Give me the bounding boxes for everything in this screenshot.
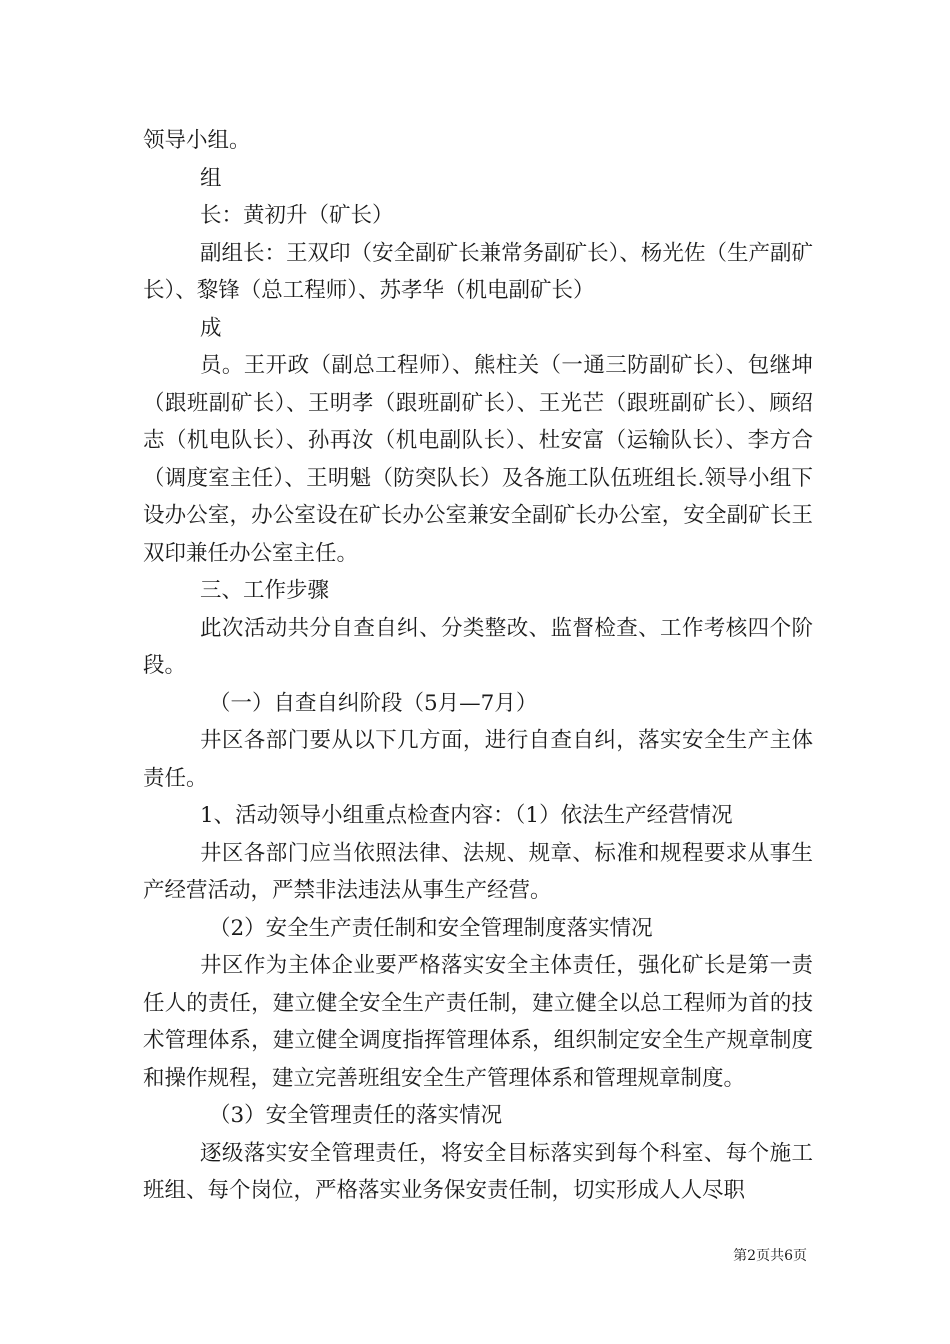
paragraph: 此次活动共分自查自纠、分类整改、监督检查、工作考核四个阶段。 — [143, 615, 813, 678]
paragraph: 长：黄初升（矿长） — [200, 203, 394, 228]
paragraph: 逐级落实安全管理责任，将安全目标落实到每个科室、每个施工班组、每个岗位，严格落实业务保安责任制，切实形成人人尽职 — [143, 1140, 813, 1203]
subsection-heading: （3）安全管理责任的落实情况 — [209, 1103, 503, 1128]
paragraph: 组 — [200, 165, 222, 191]
document-body — [143, 122, 813, 1210]
page-number-footer: 第2页共6页 — [733, 1248, 807, 1264]
paragraph: 员。王开政（副总工程师）、熊柱关（一通三防副矿长）、包继坤（跟班副矿长）、王明孝（跟班副矿长）、王光芒（跟班副矿长）、顾绍志（机电队长）、孙再汝（机电副队长）、杜安富（运输队长）、李方合（调度室主任）、王明魁（防突队长）及各施工队伍班组长.领导小组下设办公室，办公室设在矿长办公室兼安全副矿长办公室，安全副矿长王双印兼任办公室主任。 — [143, 353, 813, 566]
paragraph: 成 — [200, 315, 222, 341]
paragraph: 1、活动领导小组重点检查内容：（1）依法生产经营情况 — [200, 803, 733, 828]
paragraph: 副组长：王双印（安全副矿长兼常务副矿长）、杨光佐（生产副矿长）、黎锋（总工程师）、苏孝华（机电副矿长） — [143, 240, 813, 303]
paragraph: 井区各部门要从以下几方面，进行自查自纠，落实安全生产主体责任。 — [143, 728, 813, 791]
section-heading: 三、工作步骤 — [200, 578, 330, 603]
subsection-heading: （一）自查自纠阶段（5月—7月） — [209, 690, 538, 716]
paragraph: 井区作为主体企业要严格落实安全主体责任，强化矿长是第一责任人的责任，建立健全安全生产责任制，建立健全以总工程师为首的技术管理体系，建立健全调度指挥管理体系，组织制定安全生产规章制度和操作规程，建立完善班组安全生产管理体系和管理规章制度。 — [143, 953, 813, 1091]
subsection-heading: （2）安全生产责任制和安全管理制度落实情况 — [209, 915, 653, 941]
paragraph: 井区各部门应当依照法律、法规、规章、标准和规程要求从事生产经营活动，严禁非法违法从事生产经营。 — [143, 840, 813, 903]
paragraph: 领导小组。 — [143, 128, 251, 153]
